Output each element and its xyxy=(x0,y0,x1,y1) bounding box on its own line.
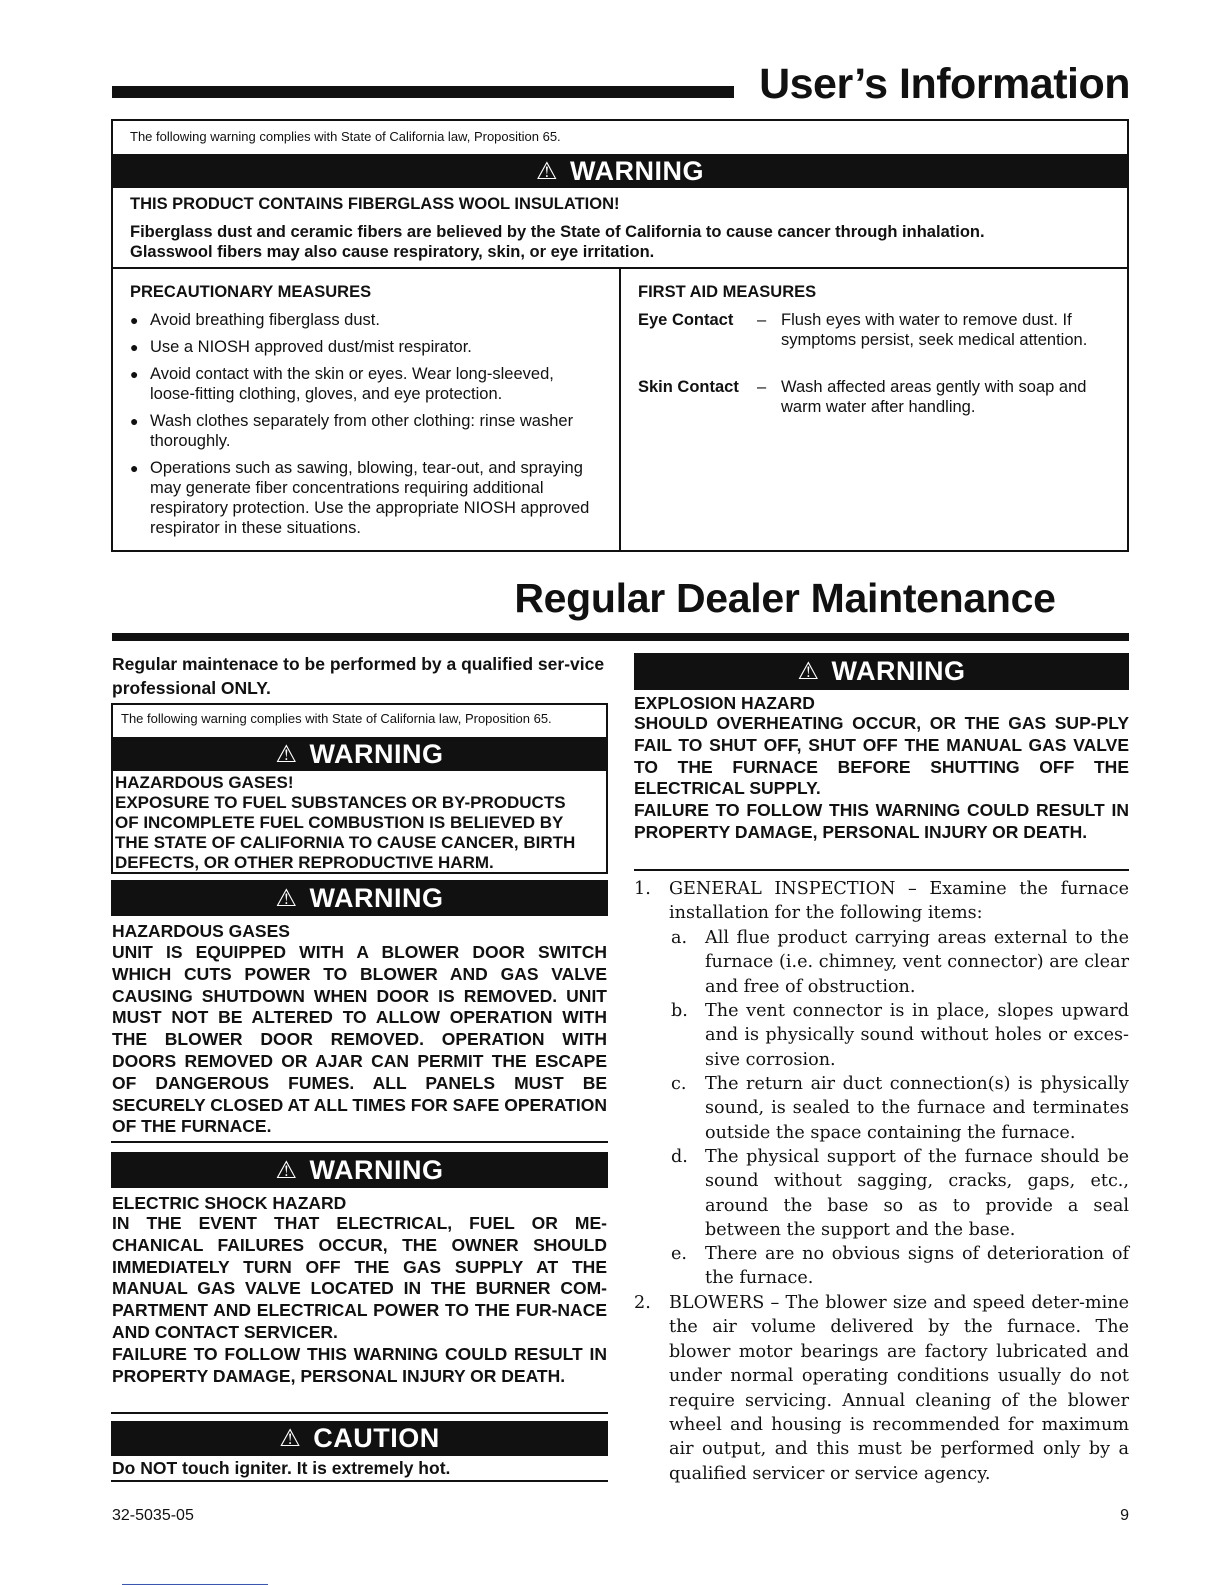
list-item: ● Avoid breathing fiberglass dust. xyxy=(130,310,600,330)
warning-body: IN THE EVENT THAT ELECTRICAL, FUEL OR ME-CHANICAL FAILURES OCCUR, THE OWNER SHOULD IMMEDIATELY TURN OFF THE GAS SUPPLY AT THE MANUAL GAS VALVE LOCATED IN THE BURNER COM-PARTMENT AND ELECTRICAL POWER TO THE FUR-NACE AND CONTACT SERVICER. xyxy=(112,1213,607,1342)
warning-triangle-icon: ⚠ xyxy=(797,658,820,685)
warning-banner xyxy=(634,653,1129,690)
warning-label: WARNING xyxy=(570,156,704,186)
warning-title: ELECTRIC SHOCK HAZARD xyxy=(112,1193,347,1213)
warning-banner xyxy=(111,880,608,916)
page-header-title: User’s Information xyxy=(759,60,1130,108)
maintenance-intro: Regular maintenace to be performed by a qualified ser-vice professional ONLY. xyxy=(112,654,605,698)
caution-banner xyxy=(111,1421,608,1456)
warning-headline: THIS PRODUCT CONTAINS FIBERGLASS WOOL INSULATION! xyxy=(130,195,620,213)
warning-triangle-icon: ⚠ xyxy=(535,158,558,185)
step-number: b. xyxy=(671,1001,688,1021)
warning-label: WARNING xyxy=(309,739,444,769)
step-number: 1. xyxy=(634,879,651,899)
warning-triangle-icon: ⚠ xyxy=(275,741,298,768)
step-number: 2. xyxy=(634,1293,651,1313)
step-number: c. xyxy=(671,1074,687,1094)
list-item: ● Wash clothes separately from other clothing: rinse washer thoroughly. xyxy=(130,411,600,451)
step-number: e. xyxy=(671,1244,688,1264)
eye-contact-label: Eye Contact xyxy=(638,311,734,329)
list-item: ● Use a NIOSH approved dust/mist respirator. xyxy=(130,337,600,357)
warning-footer: FAILURE TO FOLLOW THIS WARNING COULD RESULT IN PROPERTY DAMAGE, PERSONAL INJURY OR DEATH. xyxy=(634,800,1129,842)
warning-body: UNIT IS EQUIPPED WITH A BLOWER DOOR SWITCH WHICH CUTS POWER TO BLOWER AND GAS VALVE CAUSING SHUTDOWN WHEN DOOR IS REMOVED. UNIT MUST NOT BE ALTERED TO ALLOW OPERATION WITH THE BLOWER DOOR REMOVED. OPERATION WITH DOORS REMOVED OR AJAR CAN PERMIT THE ESCAPE OF DANGEROUS FUMES. ALL PANELS MUST BE SECURELY CLOSED AT ALL TIMES FOR SAFE OPERATION OF THE FURNACE. xyxy=(112,942,607,1137)
first-aid-title: FIRST AID MEASURES xyxy=(638,283,817,301)
warning-line: HAZARDOUS GASES! xyxy=(115,773,294,792)
warning-body: Fiberglass dust and ceramic fibers are believed by the State of California to cause cancer through inhalation. Glasswool fibers may also cause respiratory, skin, or eye irritation. xyxy=(130,223,985,261)
warning-label: WARNING xyxy=(309,883,444,913)
step-text: The vent connector is in place, slopes upward and is physically sound without holes or exces-sive corrosion. xyxy=(705,1001,1129,1070)
warning-line: OF INCOMPLETE FUEL COMBUSTION IS BELIEVED BY xyxy=(115,813,564,832)
column-divider xyxy=(619,267,621,551)
warning-text xyxy=(115,773,575,873)
warning-banner xyxy=(113,737,606,771)
step-text: The return air duct connection(s) is physically sound, is sealed to the furnace and terminates outside the space containing the furnace. xyxy=(705,1074,1129,1143)
divider xyxy=(111,1480,608,1482)
precautionary-list xyxy=(130,310,600,545)
prop65-note: The following warning complies with State of California law, Proposition 65. xyxy=(130,129,561,144)
step-text: All flue product carrying areas external to the furnace (i.e. chimney, vent connector) are clear and free of obstruction. xyxy=(705,928,1129,997)
warning-triangle-icon: ⚠ xyxy=(275,1157,298,1184)
warning-banner xyxy=(113,154,1127,188)
page-number: 9 xyxy=(1120,1507,1129,1524)
divider xyxy=(111,1412,608,1414)
divider xyxy=(634,869,1129,871)
warning-line: THE STATE OF CALIFORNIA TO CAUSE CANCER, BIRTH xyxy=(115,833,576,852)
warning-label: WARNING xyxy=(831,656,966,686)
step-text: There are no obvious signs of deterioration of the furnace. xyxy=(705,1244,1129,1289)
divider xyxy=(111,1141,608,1143)
warning-banner xyxy=(111,1152,608,1188)
caution-label: CAUTION xyxy=(313,1423,440,1453)
step-text: GENERAL INSPECTION – Examine the furnace installation for the following items: xyxy=(669,879,1129,924)
warning-label: WARNING xyxy=(309,1155,444,1185)
warning-title: EXPLOSION HAZARD xyxy=(634,693,815,713)
warning-line: EXPOSURE TO FUEL SUBSTANCES OR BY-PRODUCTS xyxy=(115,793,566,812)
warning-title: HAZARDOUS GASES xyxy=(112,921,290,941)
step-number: d. xyxy=(671,1147,688,1167)
precautionary-title: PRECAUTIONARY MEASURES xyxy=(130,283,372,301)
step-text: BLOWERS – The blower size and speed deter-mine the air volume delivered by the furnace. The blower motor bearings are factory lubricated and under normal operating conditions usually do not require servicing. Annual cleaning of the blower wheel and housing is recommended for maximum air output, and this must be performed only by a qualified servicer or service agency. xyxy=(669,1293,1129,1484)
caution-text: Do NOT touch igniter. It is extremely hot. xyxy=(112,1458,451,1478)
skin-contact-label: Skin Contact xyxy=(638,378,739,396)
fiberglass-warning-box xyxy=(111,119,1129,552)
section-rule xyxy=(112,633,1129,641)
warning-line: DEFECTS, OR OTHER REPRODUCTIVE HARM. xyxy=(115,853,494,872)
eye-contact-text: Flush eyes with water to remove dust. If symptoms persist, seek medical attention. xyxy=(781,311,1088,349)
list-item: ● Operations such as sawing, blowing, tear-out, and spraying may generate fiber concentrations requiring additional respiratory protection. Use the appropriate NIOSH approved respirator in these situations. xyxy=(130,458,600,538)
step-number: a. xyxy=(671,928,688,948)
prop65-note: The following warning complies with State of California law, Proposition 65. xyxy=(121,711,552,726)
caution-triangle-icon: ⚠ xyxy=(279,1425,302,1452)
dash: – xyxy=(757,378,767,396)
dash: – xyxy=(757,311,767,329)
warning-body: SHOULD OVERHEATING OCCUR, OR THE GAS SUP-PLY FAIL TO SHUT OFF, SHUT OFF THE MANUAL GAS VALVE TO THE FURNACE BEFORE SHUTTING OFF THE ELECTRICAL SUPPLY. xyxy=(634,713,1129,799)
skin-contact-text: Wash affected areas gently with soap and warm water after handling. xyxy=(781,378,1087,416)
section-title: Regular Dealer Maintenance xyxy=(514,575,1056,621)
warning-footer: FAILURE TO FOLLOW THIS WARNING COULD RESULT IN PROPERTY DAMAGE, PERSONAL INJURY OR DEATH. xyxy=(112,1344,607,1386)
doc-number: 32-5035-05 xyxy=(112,1507,194,1524)
warning-triangle-icon: ⚠ xyxy=(275,885,298,912)
step-text: The physical support of the furnace should be sound without sagging, cracks, gaps, etc., around the base so as to provide a seal between the support and the base. xyxy=(705,1147,1129,1241)
header-rule xyxy=(112,86,734,98)
list-item: ● Avoid contact with the skin or eyes. Wear long-sleeved, loose-fitting clothing, gloves, and eye protection. xyxy=(130,364,600,404)
hazardous-gases-box xyxy=(111,703,608,874)
